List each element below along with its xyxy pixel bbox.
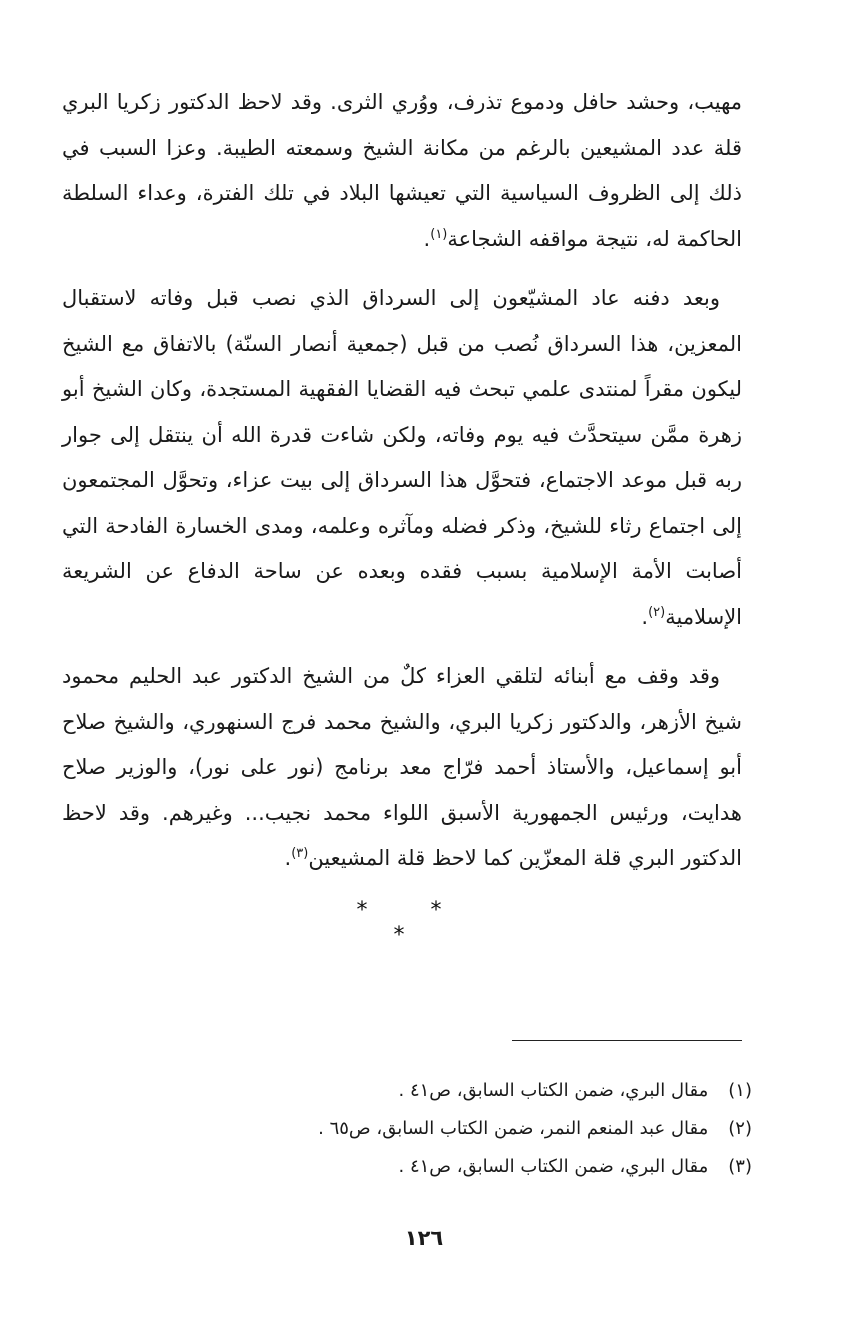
footnote-ref-1[interactable]: (١) [430,226,448,242]
section-separator: * * * [356,898,470,948]
footnote-ref-3[interactable]: (٣) [291,846,309,861]
footnote-text: مقال البري، ضمن الكتاب السابق، ص٤١ . [398,1080,709,1101]
footnote-divider [512,1040,742,1041]
footnotes-list [62,1072,752,1186]
paragraph-2-text: وبعد دفنه عاد المشيّعون إلى السرداق الذي نصب قبل وفاته لاستقبال المعزين، هذا السرداق نُصب من قبل (جمعية أنصار السنّة) بالاتفاق مع الشيخ ليكون مقراً لمنتدى علمي تبحث فيه القضايا الفقهية المستجدة، وكان الشيخ أبو زهرة ممَّن سيتحدَّث فيه يوم وفاته، ولكن شاءت قدرة الله أن ينتقل إلى جوار ربه قبل موعد الاجتماع، فتحوَّل هذا السرداق إلى بيت عزاء، وتحوَّل المجتمعون إلى اجتماع رثاء للشيخ، وذكر فضله ومآثره وعلمه، ومدى الخسارة الفادحة التي أصابت الأمة الإسلامية بسبب فقده وبعده عن ساحة الدفاع عن الشريعة الإسلامية [62,286,742,629]
footnote-item [62,1110,752,1148]
paragraph-2 [62,276,742,640]
footnote-text: مقال عبد المنعم النمر، ضمن الكتاب السابق، ص٦٥ . [318,1118,709,1139]
paragraph-3-end: . [284,846,292,870]
paragraph-1 [62,80,742,262]
footnote-ref-2[interactable]: (٢) [648,604,666,620]
paragraph-2-end: . [641,604,649,629]
footnote-item [62,1148,752,1186]
paragraph-3 [62,654,742,882]
paragraph-3-text: وقد وقف مع أبنائه لتلقي العزاء كلٌ من الشيخ الدكتور عبد الحليم محمود شيخ الأزهر، والدكتور زكريا البري، والشيخ محمد فرج السنهوري، والشيخ صلاح أبو إسماعيل، والأستاذ أحمد فرّاج معد برنامج (نور على نور)، والوزير صلاح هدايت، ورئيس الجمهورية الأسبق اللواء محمد نجيب... وغيرهم. وقد لاحظ الدكتور البري قلة المعزّين كما لاحظ قلة المشيعين [62,664,742,870]
paragraph-1-end: . [423,226,431,251]
page-number: ١٢٦ [404,1226,444,1250]
paragraph-1-text: مهيب، وحشد حافل ودموع تذرف، ووُري الثرى. وقد لاحظ الدكتور زكريا البري قلة عدد المشيعين بالرغم من مكانة الشيخ وسمعته الطيبة. وعزا السبب في ذلك إلى الظروف السياسية التي تعيشها البلاد في تلك الفترة، وعداء السلطة الحاكمة له، نتيجة مواقفه الشجاعة [62,90,742,251]
footnote-number: (١) [728,1080,752,1101]
footnote-text: مقال البري، ضمن الكتاب السابق، ص٤١ . [398,1156,709,1177]
footnote-item [62,1072,752,1110]
footnote-number: (٣) [728,1156,752,1177]
footnote-number: (٢) [728,1118,752,1139]
